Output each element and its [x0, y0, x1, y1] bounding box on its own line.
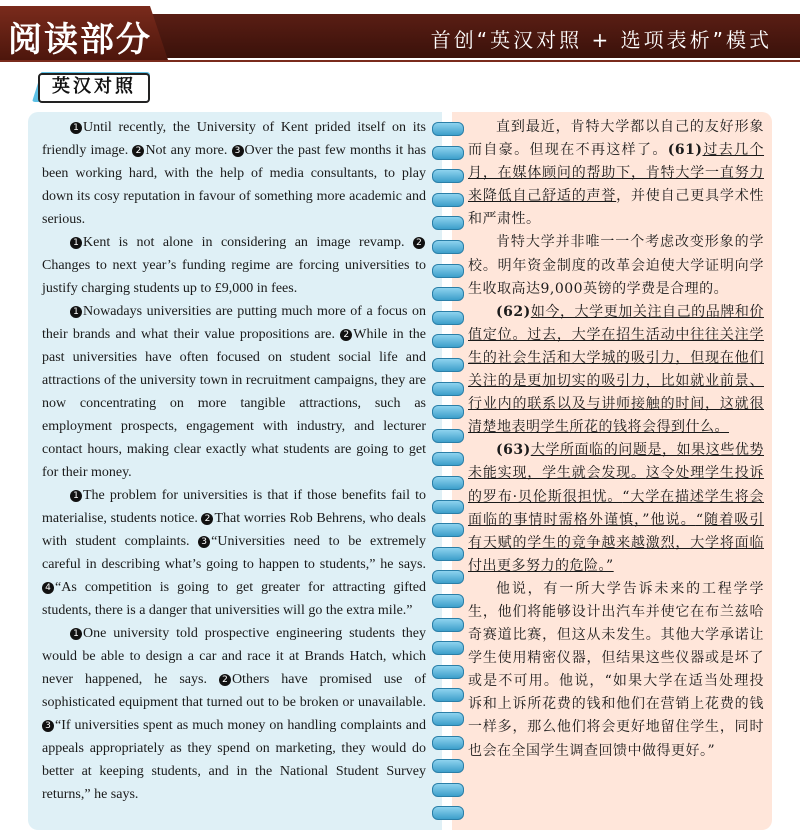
spiral-ring: [432, 452, 464, 466]
spiral-ring: [432, 500, 464, 514]
chinese-paragraph-5: [468, 578, 764, 763]
english-paragraph-4: [42, 484, 426, 622]
sentence-marker: 2: [219, 674, 231, 686]
spiral-ring: [432, 287, 464, 301]
english-paragraph-3: [42, 300, 426, 484]
chinese-text: [468, 116, 764, 763]
section-title: 阅读部分: [8, 20, 152, 60]
spiral-ring: [432, 570, 464, 584]
spiral-ring: [432, 169, 464, 183]
sentence-marker: 3: [198, 536, 210, 548]
spiral-ring: [432, 806, 464, 820]
cn-sentence: 肯特大学并非唯一一个考虑改变形象的学校。明年资金制度的改革会迫使大学证明向学生收取高达9,000英镑的学费是合理的。: [468, 234, 764, 297]
spiral-ring: [432, 146, 464, 160]
sentence-marker: 3: [232, 145, 244, 157]
bilingual-badge: [32, 72, 150, 102]
spiral-ring: [432, 594, 464, 608]
sentence-marker: 2: [340, 329, 352, 341]
badge-label: 英汉对照: [38, 73, 150, 103]
sentence: Others have promised use of sophisticated equipment that turned out to be broken or unavailable.: [42, 672, 426, 710]
spiral-ring: [432, 641, 464, 655]
english-paragraph-2: [42, 231, 426, 300]
spiral-ring: [432, 476, 464, 490]
sentence-marker: 2: [413, 237, 425, 249]
sentence: “If universities spent as much money on handling complaints and appeals appropriately as they spend on marketing, they would do better at keeping students, and in the National Student Survey returns,” he says.: [42, 718, 426, 802]
spiral-ring: [432, 759, 464, 773]
spiral-ring: [432, 122, 464, 136]
cn-sentence: 直到最近，肯特大学都以自己的友好形象而自豪。但现在不再这样了。: [468, 119, 764, 159]
notebook-spiral: [430, 118, 466, 828]
spiral-ring: [432, 334, 464, 348]
sentence-marker: 1: [70, 122, 82, 134]
spiral-ring: [432, 736, 464, 750]
english-paragraph-5: [42, 622, 426, 806]
question-number: (62): [496, 303, 531, 320]
english-paragraph-1: [42, 116, 426, 231]
sentence: That worries Rob Behrens, who deals with student complaints.: [42, 511, 426, 549]
cn-sentence: 他说，有一所大学告诉未来的工程学学生，他们将能够设计出汽车并使它在布兰兹哈奇赛道比赛，但这从未发生。其他大学承诺让学生使用精密仪器，但结果这些仪器或是坏了或是不可用。他说，“如果大学在适当处理投诉和上诉所花费的钱和他们在营销上花费的钱一样多，那么他们将会更好地留住学生，同时也会在全国学生调查回馈中做得更好。”: [468, 580, 764, 759]
spiral-ring: [432, 665, 464, 679]
spiral-ring: [432, 382, 464, 396]
sentence-marker: 4: [42, 582, 54, 594]
sentence-marker: 1: [70, 237, 82, 249]
chinese-paragraph-2: [468, 231, 764, 300]
english-text: [42, 116, 426, 806]
spiral-ring: [432, 547, 464, 561]
sentence-marker: 1: [70, 628, 82, 640]
spiral-ring: [432, 783, 464, 797]
spiral-ring: [432, 688, 464, 702]
underlined-passage: 过去几个月，在媒体顾问的帮助下，肯特大学一直努力来降低自己舒适的声誉: [468, 142, 765, 205]
sentence: Over the past few months it has been working hard, with the help of media consultants, to play down its cosy reputation in favour of something more academic and serious.: [42, 143, 427, 227]
spiral-ring: [432, 193, 464, 207]
spiral-ring: [432, 405, 464, 419]
sentence: Kent is not alone in considering an image revamp.: [83, 235, 405, 250]
sentence: Not any more.: [145, 143, 228, 158]
spiral-ring: [432, 618, 464, 632]
spiral-ring: [432, 240, 464, 254]
underlined-passage: “大学在描述学生将会面临的事情时需格外谨慎，”他说。: [468, 488, 764, 528]
sentence: While in the past universities have often focused on student social life and attractions of the university town in recruitment campaigns, they are now concentrating on more tangible attractions, such as employment prospects, engagement with industry, and lecturer contact hours, making clear exactly what students are going to get for their money.: [42, 327, 427, 480]
sentence: One university told prospective engineering students they would be able to design a car and race it at Brands Hatch, which never happened, he says.: [42, 626, 426, 687]
spiral-ring: [432, 216, 464, 230]
cn-sentence: ，并使自己更具学术性和严肃性。: [468, 188, 765, 228]
banner-divider: [0, 60, 800, 62]
spiral-ring: [432, 264, 464, 278]
spiral-ring: [432, 429, 464, 443]
sentence: Until recently, the University of Kent prided itself on its friendly image.: [42, 120, 426, 158]
sentence: “As competition is going to get greater for attracting gifted students, there is a danger that universities will go the extra mile.”: [42, 580, 426, 618]
spiral-ring: [432, 523, 464, 537]
underlined-passage: 大学所面临的问题是，如果这些优势未能实现，学生就会发现。: [468, 442, 764, 482]
question-number: (63): [496, 442, 531, 459]
chinese-paragraph-4: [468, 439, 764, 578]
underlined-passage: 如今，大学更加关注自己的品牌和价值定位。过去，大学在招生活动中往往关注学生的社会生活和大学城的吸引力，但现在他们关注的是更加切实的吸引力，比如就业前景、行业内的联系以及与讲师接触的时间，这就很清楚地表明学生所花的钱将会得到什么。: [468, 303, 764, 436]
sentence: The problem for universities is that if those benefits fail to materialise, students notice.: [42, 488, 426, 526]
sentence: Nowadays universities are putting much more of a focus on their brands and what their value propositions are.: [42, 304, 426, 342]
sentence-marker: 3: [42, 720, 54, 732]
sentence: Changes to next year’s funding regime are forcing universities to justify charging students up to £9,000 in fees.: [42, 258, 426, 296]
sentence: “Universities need to be extremely careful in describing what’s going to happen to students,” he says.: [42, 534, 427, 572]
spiral-ring: [432, 358, 464, 372]
sentence-marker: 1: [70, 306, 82, 318]
underlined-passage: “随着吸引有天赋的学生的竞争越来越激烈，大学将面临付出更多努力的危险。”: [468, 511, 764, 574]
sentence-marker: 2: [201, 513, 213, 525]
chinese-paragraph-1: [468, 116, 764, 231]
underlined-passage: 这令处理学生投诉的罗布·贝伦斯很担忧。: [468, 465, 765, 505]
sentence-marker: 1: [70, 490, 82, 502]
chinese-paragraph-3: [468, 301, 764, 440]
spiral-ring: [432, 311, 464, 325]
question-number: (61): [667, 142, 703, 159]
header-banner: [0, 0, 800, 62]
spiral-ring: [432, 712, 464, 726]
sentence-marker: 2: [132, 145, 144, 157]
section-subtitle: 首创“英汉对照 + 选项表析”模式: [430, 28, 772, 52]
